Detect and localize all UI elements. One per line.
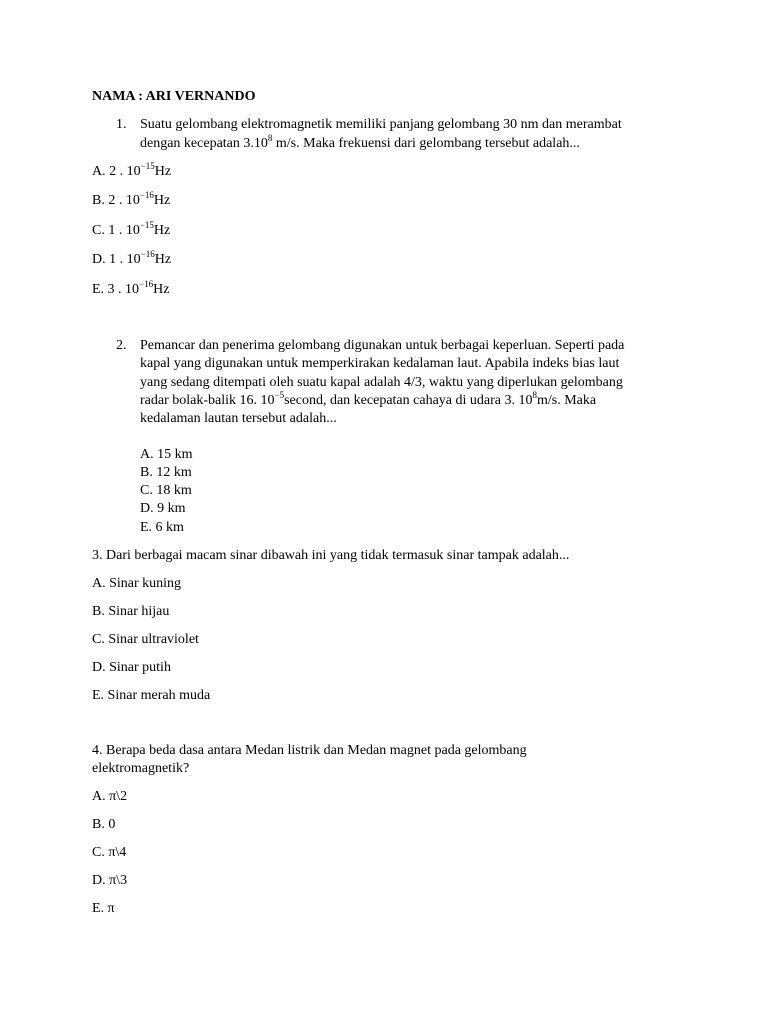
student-name: NAMA : ARI VERNANDO (92, 89, 256, 104)
q2-option-e: E. 6 km (140, 520, 184, 535)
q3-text: 3. Dari berbagai macam sinar dibawah ini yang tidak termasuk sinar tampak adalah... (92, 548, 570, 563)
q3-option-d: D. Sinar putih (92, 660, 171, 675)
q3-option-a: A. Sinar kuning (92, 576, 182, 591)
q2-text-line1: Pemancar dan penerima gelombang digunakan untuk berbagai keperluan. Seperti pada (140, 338, 625, 353)
q1-option-c: C. 1 . $10^{-15}Hz$ (92, 220, 171, 238)
q2-text-line5: kedalaman lautan tersebut adalah... (140, 411, 337, 426)
q2-text-line3: yang sedang ditempati oleh suatu kapal adalah 4/3, waktu yang diperlukan gelombang (140, 375, 623, 390)
q4-text-line1: 4. Berapa beda dasa antara Medan listrik dan Medan magnet pada gelombang (92, 743, 527, 758)
q2-option-c: C. 18 km (140, 483, 192, 498)
q2-text-line2: kapal yang digunakan untuk memperkirakan kedalaman laut. Apabila indeks bias laut (140, 356, 620, 371)
q2-number: 2. (116, 338, 127, 353)
q2-text-line4: radar bolak-balik 16. $10^{-5}second$, dan kecepatan cahaya di udara 3. $10^8m/s$. Maka (140, 390, 597, 408)
q1-option-d: D. 1 . $10^{-16}Hz$ (92, 249, 172, 267)
q1-text-line1: Suatu gelombang elektromagnetik memiliki panjang gelombang 30 nm dan merambat (140, 117, 622, 132)
q1-text-line2: dengan kecepatan 3.10$^8$ m/s. Maka frekuensi dari gelombang tersebut adalah... (140, 133, 580, 151)
q3-option-c: C. Sinar ultraviolet (92, 632, 199, 647)
q4-option-a: A. π\2 (92, 789, 128, 804)
q1-number: 1. (116, 117, 127, 132)
q2-option-d: D. 9 km (140, 501, 186, 516)
q4-option-b: B. 0 (92, 817, 116, 832)
q4-option-c: C. π\4 (92, 845, 127, 860)
q4-option-d: D. π\3 (92, 873, 128, 888)
q1-option-b: B. 2 . $10^{-16}Hz$ (92, 190, 171, 208)
q1-option-e: E. 3 . $10^{-16}Hz$ (92, 279, 170, 297)
q4-text-line2: elektromagnetik? (92, 761, 190, 776)
q4-option-e: E. π (92, 901, 115, 916)
q2-option-a: A. 15 km (140, 447, 193, 462)
q1-option-a: A. 2 . $10^{-15}Hz$ (92, 161, 172, 179)
q2-option-b: B. 12 km (140, 465, 192, 480)
q3-option-e: E. Sinar merah muda (92, 688, 211, 703)
q3-option-b: B. Sinar hijau (92, 604, 170, 619)
